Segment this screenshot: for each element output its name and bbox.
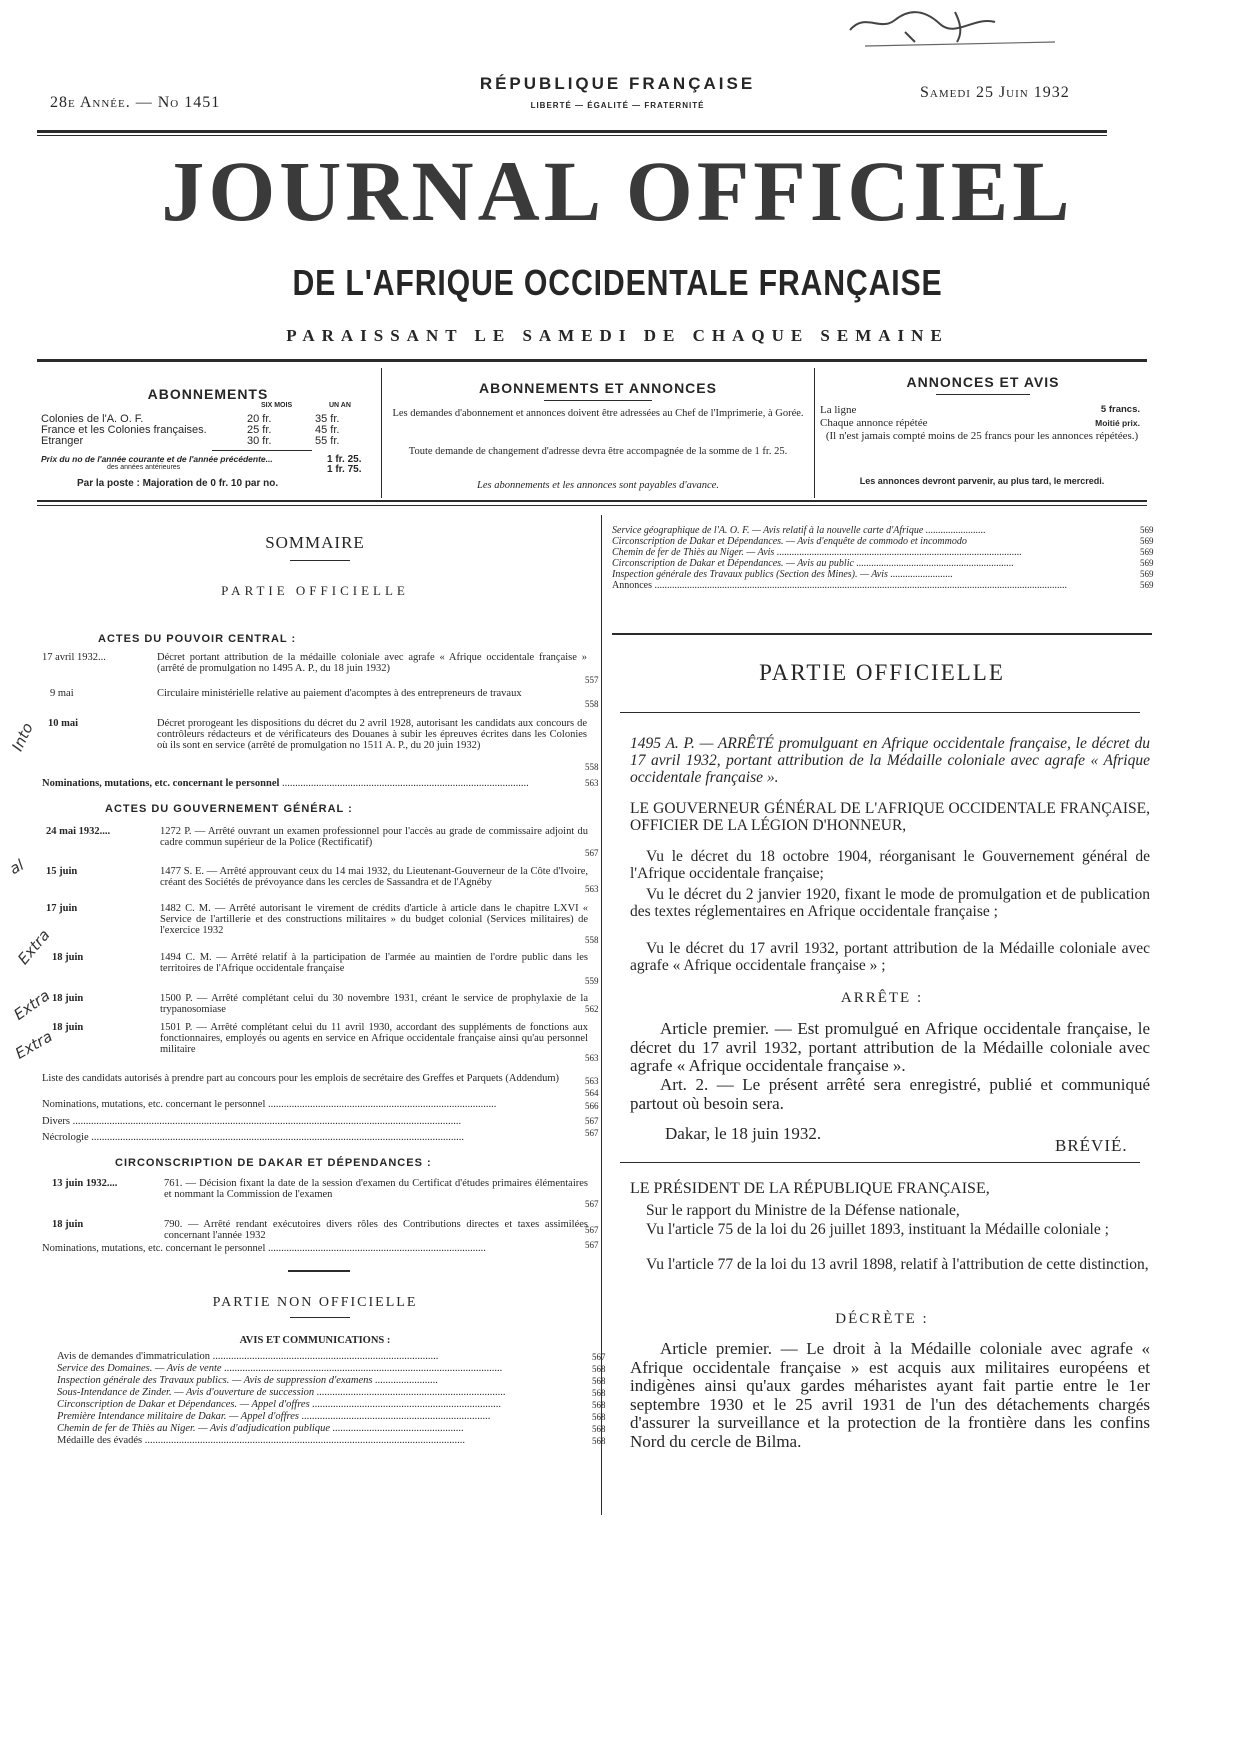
arrete-intro: 1495 A. P. — ARRÊTÉ promulguant en Afrique occidentale française, le décret du 17 avril 1932, portant attribution de la Médaille coloniale avec agrafe « Afrique occidentale française ». [630,735,1150,786]
list-item: Annonces ..................................................................................................................................................................... [612,580,1067,591]
abonnements-annonces-title: ABONNEMENTS ET ANNONCES [479,380,717,396]
sommaire-row: Nécrologie .............................................................................................................................................. [42,1132,465,1143]
right-toc [612,525,1152,591]
handwritten-annotation: Into [8,720,37,754]
page-ref: 558 [585,762,599,772]
handwritten-annotation: al [6,855,27,879]
boxes-bottom-rule [37,500,1147,502]
list-item: Service géographique de l'A. O. F. — Avis relatif à la nouvelle carte d'Afrique ........................ [612,525,986,536]
page-ref: 562 [585,1004,599,1014]
list-item: Médaille des évadés .......................................................................................................................... [57,1435,466,1446]
page-ref: 567 [585,1240,599,1250]
gouverneur-general: LE GOUVERNEUR GÉNÉRAL DE L'AFRIQUE OCCIDENTALE FRANÇAISE, OFFICIER DE LA LÉGION D'HONNEUR, [630,800,1150,834]
vu-loi-1893: Vu l'article 75 de la loi du 26 juillet 1893, instituant la Médaille coloniale ; [646,1221,1109,1238]
republique-label: RÉPUBLIQUE FRANÇAISE [479,74,756,93]
publication-frequency: PARAISSANT LE SAMEDI DE CHAQUE SEMAINE [286,326,949,345]
arrete-label: ARRÊTE : [840,990,924,1006]
avis-list [57,1351,562,1447]
list-item: Service des Domaines. — Avis de vente .......................................................................................................... [57,1363,503,1374]
journal-subtitle: DE L'AFRIQUE OCCIDENTALE FRANÇAISE [292,262,943,303]
page-ref: 566 [585,1101,599,1111]
separator [290,560,350,561]
page-ref: 563 [585,884,599,894]
abonnements-box [37,368,379,508]
annonces-avis-title: ANNONCES ET AVIS [906,374,1060,390]
abonnements-annonces-box [384,368,812,498]
prix-anterieures-value: 1 fr. 75. [327,464,362,475]
issue-number: 28e Année. — No 1451 [50,94,221,111]
president-republique: LE PRÉSIDENT DE LA RÉPUBLIQUE FRANÇAISE, [630,1180,990,1197]
decret-article-premier: Article premier. — Le droit à la Médaille coloniale avec agrafe « Afrique occidentale française » est acquis aux militaires européens et indigènes ainsi qu'aux gardes méharistes ayant fait partie entre le 1er septembre 1930 et le 25 avril 1931 de l'un des détachements chargés d'assurer la surveillance et la protection de la frontière dans les confins Nord du cercle de Bilma. [630,1339,1150,1451]
sommaire-title: SOMMAIRE [265,533,365,552]
sommaire-row: Divers .................................................................................................................................................... [42,1116,462,1127]
header-rule-thin [37,135,1107,136]
avis-pages: 567 568 568 568 568 568 568 568 [592,1352,606,1446]
annonces-avis-box [816,368,1150,498]
vu-decret-1904: Vu le décret du 18 octobre 1904, réorganisant le Gouvernement général de l'Afrique occidentale française; [630,848,1150,882]
list-item: Avis de demandes d'immatriculation ...................................................................................... [57,1351,439,1362]
partie-non-officielle: PARTIE NON OFFICIELLE [212,1295,418,1310]
prix-numero-value: 1 fr. 25. [327,454,362,465]
sommaire-partie-officielle: PARTIE OFFICIELLE [221,583,409,598]
six-mois-header: SIX MOIS [261,402,293,409]
tarif-repetee: Chaque annonce répétée Moitié prix. [820,417,1140,429]
separator [288,1270,350,1272]
list-item: Inspection générale des Travaux publics (Section des Mines). — Avis ......................... [612,569,953,580]
un-an-header: UN AN [329,402,351,409]
payable-avance: Les abonnements et les annonces sont payables d'avance. [477,480,719,491]
prix-numero: Prix du no de l'année courante et de l'année précédente... [41,454,273,464]
rate-row: Etranger 30 fr. 55 fr. [41,435,340,447]
sommaire-row: Liste des candidats autorisés à prendre part au concours pour les emplois de secrétaire des Greffes et Parquets (Addendum) [42,1073,560,1084]
page-ref: 567 [585,1199,599,1209]
tarif-note: (Il n'est jamais compté moins de 25 francs pour les annonces répétées.) [825,430,1139,442]
avis-communications: AVIS ET COMMUNICATIONS : [239,1335,391,1346]
sommaire-row: Nominations, mutations, etc. concernant le personnel ................................................................................... [42,1243,486,1254]
handwritten-annotation: Extra [14,926,54,968]
boxes-top-rule [37,359,1147,362]
page-ref: 563 [585,1076,599,1086]
page-ref: 567 [585,1225,599,1235]
box-divider [814,368,815,498]
abonnement-rates [41,413,375,446]
handwritten-annotation: Extra [10,986,54,1024]
page-ref: 563 [585,1053,599,1063]
lieu-date: Dakar, le 18 juin 1932. [665,1124,822,1143]
page-ref: 558 [585,699,599,709]
delai-annonces: Les annonces devront parvenir, au plus tard, le mercredi. [859,476,1105,486]
abonnements-title: ABONNEMENTS [147,386,269,402]
vu-decret-1932: Vu le décret du 17 avril 1932, portant attribution de la Médaille coloniale avec agrafe « Afrique occidentale française » ; [630,940,1150,974]
handwritten-signature [845,2,1075,50]
separator [212,450,312,451]
boxes-bottom-rule-thin [37,505,1147,506]
list-item: Circonscription de Dakar et Dépendances. — Avis d'enquête de commodo et incommodo [612,536,967,547]
vu-decret-1920: Vu le décret du 2 janvier 1920, fixant le mode de promulgation et de publication des textes réglementaires en Afrique occidentale française ; [630,886,1150,920]
changement-adresse: Toute demande de changement d'adresse devra être accompagnée de la somme de 1 fr. 25. [408,446,788,457]
signataire: BRÉVIÉ. [1055,1136,1128,1155]
list-item: Chemin de fer de Thiès au Niger. — Avis .................................................................................................. [612,547,1022,558]
page-ref: 558 [585,935,599,945]
journal-title: JOURNAL OFFICIEL [161,143,1074,239]
sur-le-rapport: Sur le rapport du Ministre de la Défense nationale, [646,1202,960,1219]
list-item: Circonscription de Dakar et Dépendances. — Appel d'offres ........................................................................ [57,1399,502,1410]
list-item: Sous-Intendance de Zinder. — Avis d'ouverture de succession ........................................................................ [57,1387,506,1398]
separator [620,712,1140,713]
page-ref: 567 [585,1116,599,1126]
vu-loi-1898: Vu l'article 77 de la loi du 13 avril 1898, relatif à l'attribution de cette distinction, [646,1256,1149,1273]
actes-gouvernement-general: ACTES DU GOUVERNEMENT GÉNÉRAL : [105,803,353,815]
poste-majoration: Par la poste : Majoration de 0 fr. 10 par no. [77,478,279,489]
separator [620,1162,1140,1163]
list-item: Circonscription de Dakar et Dépendances. — Avis au public ............................................................... [612,558,1014,569]
separator [936,394,1030,395]
rate-row: France et les Colonies françaises. 25 fr. 45 fr. [41,424,340,436]
article-2: Art. 2. — Le présent arrêté sera enregistré, publié et communiqué partout où besoin sera. [630,1075,1150,1113]
actes-pouvoir-central: ACTES DU POUVOIR CENTRAL : [98,633,297,645]
list-item: Première Intendance militaire de Dakar. — Appel d'offres ........................................................................ [57,1411,491,1422]
article-premier: Article premier. — Est promulgué en Afrique occidentale française, le décret du 17 avril 1932, portant attribution de la Médaille coloniale avec agrafe « Afrique occidentale française ». [630,1019,1150,1075]
list-item: Inspection générale des Travaux publics. — Avis de suppression d'examens ........................ [57,1375,439,1386]
separator [544,400,652,401]
abonnement-instructions: Les demandes d'abonnement et annonces doivent être adressées au Chef de l'Imprimerie, à Gorée. [392,408,804,419]
sommaire-row: Nominations, mutations, etc. concernant le personnel .............................................................................................. [42,778,529,789]
tarif-ligne: La ligne 5 francs. [820,404,1140,416]
page-ref: 564 [585,1088,599,1098]
header-rule [37,130,1107,133]
page-ref: 563 [585,778,599,788]
handwritten-annotation: Extra [12,1027,56,1063]
page-ref: 567 [585,1128,599,1138]
page-ref: 567 [585,848,599,858]
box-divider [381,368,382,498]
toc-bottom-rule [612,633,1152,635]
circonscription-dakar-heading: CIRCONSCRIPTION DE DAKAR ET DÉPENDANCES : [115,1157,432,1169]
page-ref: 559 [585,976,599,986]
page-ref: 557 [585,675,599,685]
partie-officielle-heading: PARTIE OFFICIELLE [759,660,1005,685]
devise-label: LIBERTÉ — ÉGALITÉ — FRATERNITÉ [530,101,705,110]
issue-date: Samedi 25 Juin 1932 [920,84,1070,101]
separator [290,1317,350,1318]
sommaire-row: Nominations, mutations, etc. concernant le personnel ....................................................................................... [42,1099,497,1110]
right-toc-pages: 569 569 569 569 569 569 [1140,525,1154,590]
prix-anterieures: des années antérieures [107,464,181,471]
decrete-label: DÉCRÈTE : [835,1311,929,1327]
list-item: Chemin de fer de Thiès au Niger. — Avis d'adjudication publique .................................................. [57,1423,464,1434]
rate-row: Colonies de l'A. O. F. 20 fr. 35 fr. [41,413,340,425]
